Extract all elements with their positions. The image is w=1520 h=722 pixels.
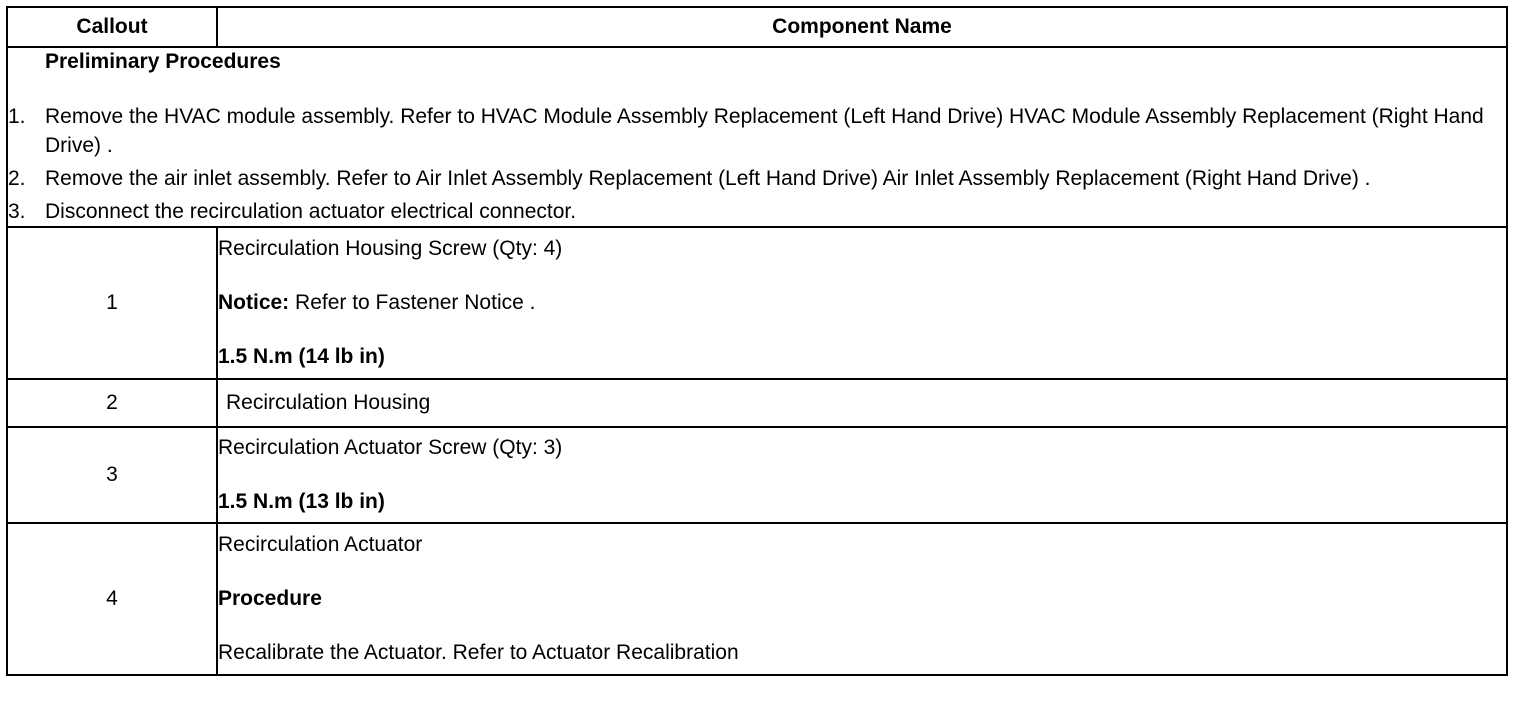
component-cell: [217, 523, 1507, 675]
step-text: Remove the HVAC module assembly. Refer to HVAC Module Assembly Replacement (Left Hand Drive) HVAC Module Assembly Replacement (Right Hand Drive) .: [45, 105, 1484, 157]
table-row: [7, 227, 1507, 379]
component-cell: [217, 227, 1507, 379]
notice: [218, 289, 1506, 317]
torque-spec: 1.5 N.m (14 lb in): [218, 345, 385, 368]
list-item: [8, 197, 1506, 226]
procedure-table: [6, 6, 1508, 676]
callout-header: Callout: [7, 7, 217, 47]
callout-cell: 2: [7, 379, 217, 427]
callout-cell: 4: [7, 523, 217, 675]
list-item: [8, 164, 1506, 193]
callout-cell: 3: [7, 427, 217, 523]
notice-label: Notice:: [218, 291, 290, 314]
step-text: Disconnect the recirculation actuator electrical connector.: [45, 200, 577, 223]
preliminary-row: [7, 47, 1507, 227]
component-cell: [217, 427, 1507, 523]
step-number: 3.: [8, 200, 26, 223]
procedure-text: Recalibrate the Actuator. Refer to Actuator Recalibration: [218, 641, 739, 664]
preliminary-steps: [8, 102, 1506, 226]
preliminary-cell: [7, 47, 1507, 227]
component-name: Recirculation Housing: [226, 391, 431, 414]
step-number: 2.: [8, 167, 26, 190]
callout-cell: 1: [7, 227, 217, 379]
procedure-label: Procedure: [218, 587, 322, 610]
table-row: [7, 523, 1507, 675]
component-name: Recirculation Housing Screw (Qty: 4): [218, 237, 563, 260]
preliminary-title: Preliminary Procedures: [45, 50, 281, 73]
header-row: [7, 7, 1507, 47]
table-row: [7, 427, 1507, 523]
table-row: [7, 379, 1507, 427]
component-cell: [217, 379, 1507, 427]
notice-text: Refer to Fastener Notice .: [289, 291, 536, 314]
torque-spec: 1.5 N.m (13 lb in): [218, 490, 385, 513]
step-number: 1.: [8, 105, 26, 128]
list-item: [8, 102, 1506, 160]
component-name-header: Component Name: [217, 7, 1507, 47]
component-name: Recirculation Actuator Screw (Qty: 3): [218, 436, 563, 459]
component-name: Recirculation Actuator: [218, 533, 423, 556]
step-text: Remove the air inlet assembly. Refer to Air Inlet Assembly Replacement (Left Hand Drive) Air Inlet Assembly Replacement (Right Hand Drive) .: [45, 167, 1371, 190]
